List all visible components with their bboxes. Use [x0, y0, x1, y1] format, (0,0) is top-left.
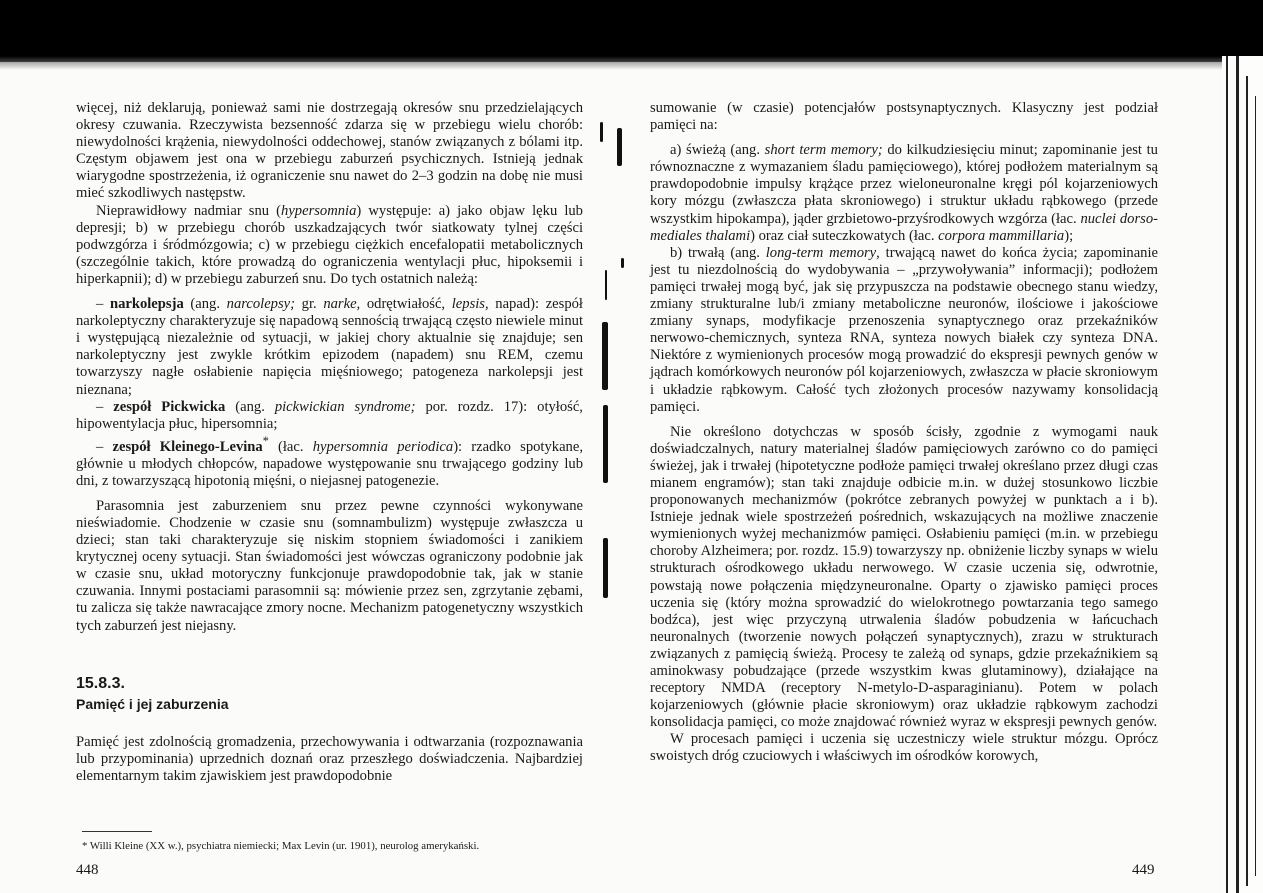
gutter-mark [617, 128, 622, 166]
edge-line [1255, 96, 1256, 876]
italic-term: hypersomnia periodica [312, 438, 454, 455]
italic-term: pickwickian syndrome; [274, 398, 416, 415]
italic-term: corpora mammillaria [938, 227, 1065, 244]
edge-line [1236, 56, 1239, 893]
paragraph: Parasomnia jest zaburzeniem snu przez pewne czynności wykonywane nieświadomie. Chodzenie w czasie snu (somnambulizm) występuje zwłaszcza u dzieci; stan taki charakteryzuje się niskim stopniem świadomości i zanikiem krytycznej oceny sytuacji. Stan świadomości jest wówczas ograniczony podobnie jak w czasie snu, układ motoryczny funkcjonuje prawdopodobnie tak, jak w stanie czuwania. Innymi postaciami parasomnii są: mówienie przez sen, zgrzytanie zębami, tu zalicza się także nawracające zmory nocne. Mechanizm patogenetyczny wszystkich tych zaburzeń jest niejasny. [76, 497, 583, 634]
footnote-rule [82, 831, 152, 832]
spacer [76, 288, 583, 296]
page-number-left: 448 [76, 862, 99, 878]
italic-term: narcolepsy; [226, 296, 295, 313]
scan-shadow-fade [0, 56, 1263, 70]
bold-term: narkolepsja [109, 296, 184, 313]
text-run: (łac. [268, 438, 313, 455]
spacer [650, 134, 1158, 142]
text-run: por. rozdz. 17): otyłość, hipowentylacja płuc, hipersomnia; [76, 398, 583, 432]
italic-term: short term memory; [764, 142, 883, 159]
scan-top-shadow [0, 0, 1263, 62]
italic-term: long-term memory [765, 244, 877, 261]
paragraph: Nie określono dotychczas w sposób ścisły, zgodnie z wymogami nauk doświadczalnych, natury materialnej śladów pamięciowych zarówno co do pamięci świeżej, jak i trwałej (hipotetyczne podłoże pamięci trwałej określano przez długi czas mianem engramów); stan taki znajduje odbicie m.in. w dużej stosunkowo liczbie proponowanych mechanizmów (pokrótce zebranych powyżej w punktach a i b). Istnieje jednak wiele spostrzeżeń pośrednich, wskazujących na możliwe znaczenie wymienionych wyżej mechanizmów pamięci. Osłabieniu pamięci (m.in. w przebiegu choroby Alzheimera; por. rozdz. 15.9) towarzyszy np. obniżenie liczby synaps w wielu strukturach ośrodkowego układu nerwowego. W czasie uczenia się, odwrotnie, powstają nowe połączenia międzyneuronalne. Oparty o zjawisko pamięci proces uczenia się (który można sprowadzić do wielokrotnego powtarzania tego samego bodźca), jest więc przyczyną utrwalenia śladów pobudzenia w łańcuchach neuronalnych (tworzenie nowych połączeń synaptycznych), zrazu w strukturach związanych z pamięcią świeżą. Procesy te zależą od synaps, gdzie przekaźnikiem są aminokwasy pobudzające (przede wszystkim kwas glutaminowy), działające na receptory NMDA (receptory N-metylo-D-asparaginianu). Potem w polach kojarzeniowych (głównie płacie skroniowym) oraz układzie rąbkowym zachodzi konsolidacja pamięci, co może znajdować również wyraz w ekspresji pewnych genów. [650, 423, 1158, 731]
text-run: ) występuje: a) jako objaw lęku lub depresji; b) w przebiegu chorób uszkadzających twór siatkowaty tylnej części podwzgórza i śródmózgowia; c) w przebiegu ciężkich encefalopatii metabolicznych (szczególnie takich, które prowadzą do ograniczenia wentylacji płuc, hipoksemii i hiperkapnii); d) w przebiegu zaburzeń snu. Do tych ostatnich należą: [76, 202, 583, 287]
bold-term: zespół Kleinego-Levina [112, 438, 263, 455]
paragraph: Pamięć jest zdolnością gromadzenia, przechowywania i odtwarzania (rozpoznawania lub przypominania) uprzednich doznań oraz przeszłego doświadczenia. Najbardziej elementarnym takim zjawiskiem jest prawdopodobnie [76, 733, 583, 784]
text-run: Nieprawidłowy nadmiar snu ( [96, 202, 282, 219]
page-number-right: 449 [1132, 862, 1155, 878]
spacer [76, 635, 583, 675]
italic-term: narke, [323, 296, 361, 313]
right-page [650, 100, 1158, 766]
bold-term: zespół Pickwicka [113, 398, 226, 415]
dash: – [96, 296, 110, 313]
text-run: gr. [295, 296, 324, 313]
spacer [76, 712, 583, 734]
italic-term: hypersomnia [281, 202, 357, 219]
text-run: ) oraz ciał suteczkowatych (łac. [750, 227, 939, 244]
text-run: a) świeżą (ang. [670, 142, 765, 159]
text-run: ): rzadko spotykane, głównie u młodych chłopców, napadowe występowanie snu trwającego godziny lub dni, z towarzyszącą hipotonią mięśni, o niejasnej patogenezie. [76, 438, 583, 489]
list-item [76, 433, 583, 490]
text-run: do kilkudziesięciu minut; zapominanie jest tu równoznaczne z wymazaniem śladu pamięciowego), której podłożem materialnym są prawdopodobnie impulsy krążące przez wieloneuronalne kręgi pól kojarzeniowych kory mózgu (zwłaszcza płata skroniowego) i struktur układu rąbkowego (przede wszystkim hipokampa), jąder grzbietowo-przyśrodkowych wzgórza (łac. [650, 142, 1158, 227]
edge-line [1226, 56, 1228, 893]
dash: – [96, 398, 114, 415]
section-number: 15.8.3. [76, 674, 125, 692]
text-run: napad): zespół narkoleptyczny charakteryzuje się napadową sennością trwającą często niewiele minut i występującą niezależnie od sytuacji, w jakiej chory aktualnie się znajduje; sen narkoleptyczny jest zwykle krótkim epizodem (napadem) snu REM, czemu towarzyszy nagłe osłabienie napięcia mięśniowego; patogeneza narkolepsji jest nieznana; [76, 296, 583, 398]
page-edge [1222, 56, 1263, 893]
paragraph: więcej, niż deklarują, ponieważ sami nie dostrzegają okresów snu przedzielających okresy czuwania. Rzeczywista bezsenność zdarza się w przebiegu wielu chorób: niewydolności krążenia, niewydolności oddechowej, stanów związanych z bólami itp. Częstym objawem jest ona w przebiegu zaburzeń psychicznych. Istnieją jednak wiarygodne spostrzeżenia, iż ograniczenie snu nawet do 2–3 godzin na dobę nie musi mieć szkodliwych następstw. [76, 100, 583, 202]
gutter-mark [603, 405, 608, 483]
text-run: (ang. [225, 398, 275, 415]
list-item [650, 142, 1158, 245]
gutter-mark [621, 258, 624, 268]
list-item [76, 296, 583, 399]
spacer [76, 490, 583, 498]
text-run: , trwającą nawet do końca życia; zapominanie jest tu niezdolnością do wydobywania – „przywoływania” informacji); podłożem pamięci trwałej mogą być, jak się przypuszcza na podstawie obecnego stanu wiedzy, zmiany strukturalne lub/i zmiany metaboliczne neuronów, ilościowe i jakościowe zmiany synaps, modyfikacje przenoszenia synaptycznego oraz przekaźników nerwowo-chemicznych, synteza RNA, synteza nowych białek czy synteza DNA. Niektóre z wymienionych procesów mogą prowadzić do ekspresji pewnych genów w jądrach komórkowych neuronów pól kojarzeniowych, zwłaszcza w płacie skroniowym i układzie rąbkowym. Całość tych złożonych procesów nazywamy konsolidacją pamięci. [650, 244, 1159, 415]
gutter-mark [605, 270, 607, 300]
footnote-marker: * [262, 433, 269, 448]
paragraph: W procesach pamięci i uczenia się uczestniczy wiele struktur mózgu. Oprócz swoistych dróg czuciowych i właściwych im ośrodków korowych, [650, 731, 1158, 765]
list-item [76, 399, 583, 433]
paragraph [76, 203, 583, 288]
paragraph: sumowanie (w czasie) potencjałów postsynaptycznych. Klasyczny jest podział pamięci na: [650, 100, 1158, 134]
gutter-mark [603, 538, 608, 598]
list-item [650, 245, 1158, 416]
left-page [76, 100, 583, 785]
gutter-mark [602, 322, 608, 390]
text-run: (ang. [183, 296, 227, 313]
text-run: b) trwałą (ang. [670, 244, 766, 261]
text-run: odrętwiałość, [360, 296, 452, 313]
italic-term: nuclei dorso-mediales thalami [650, 210, 1158, 244]
footnote: * Willi Kleine (XX w.), psychiatra niemiecki; Max Levin (ur. 1901), neurolog amerykański. [82, 840, 480, 852]
section-title: Pamięć i jej zaburzenia [76, 695, 229, 712]
gutter-mark [600, 122, 603, 142]
text-run: ); [1064, 227, 1074, 244]
dash: – [96, 438, 113, 455]
edge-line [1246, 76, 1248, 886]
spacer [650, 416, 1158, 424]
italic-term: lepsis, [451, 296, 489, 313]
